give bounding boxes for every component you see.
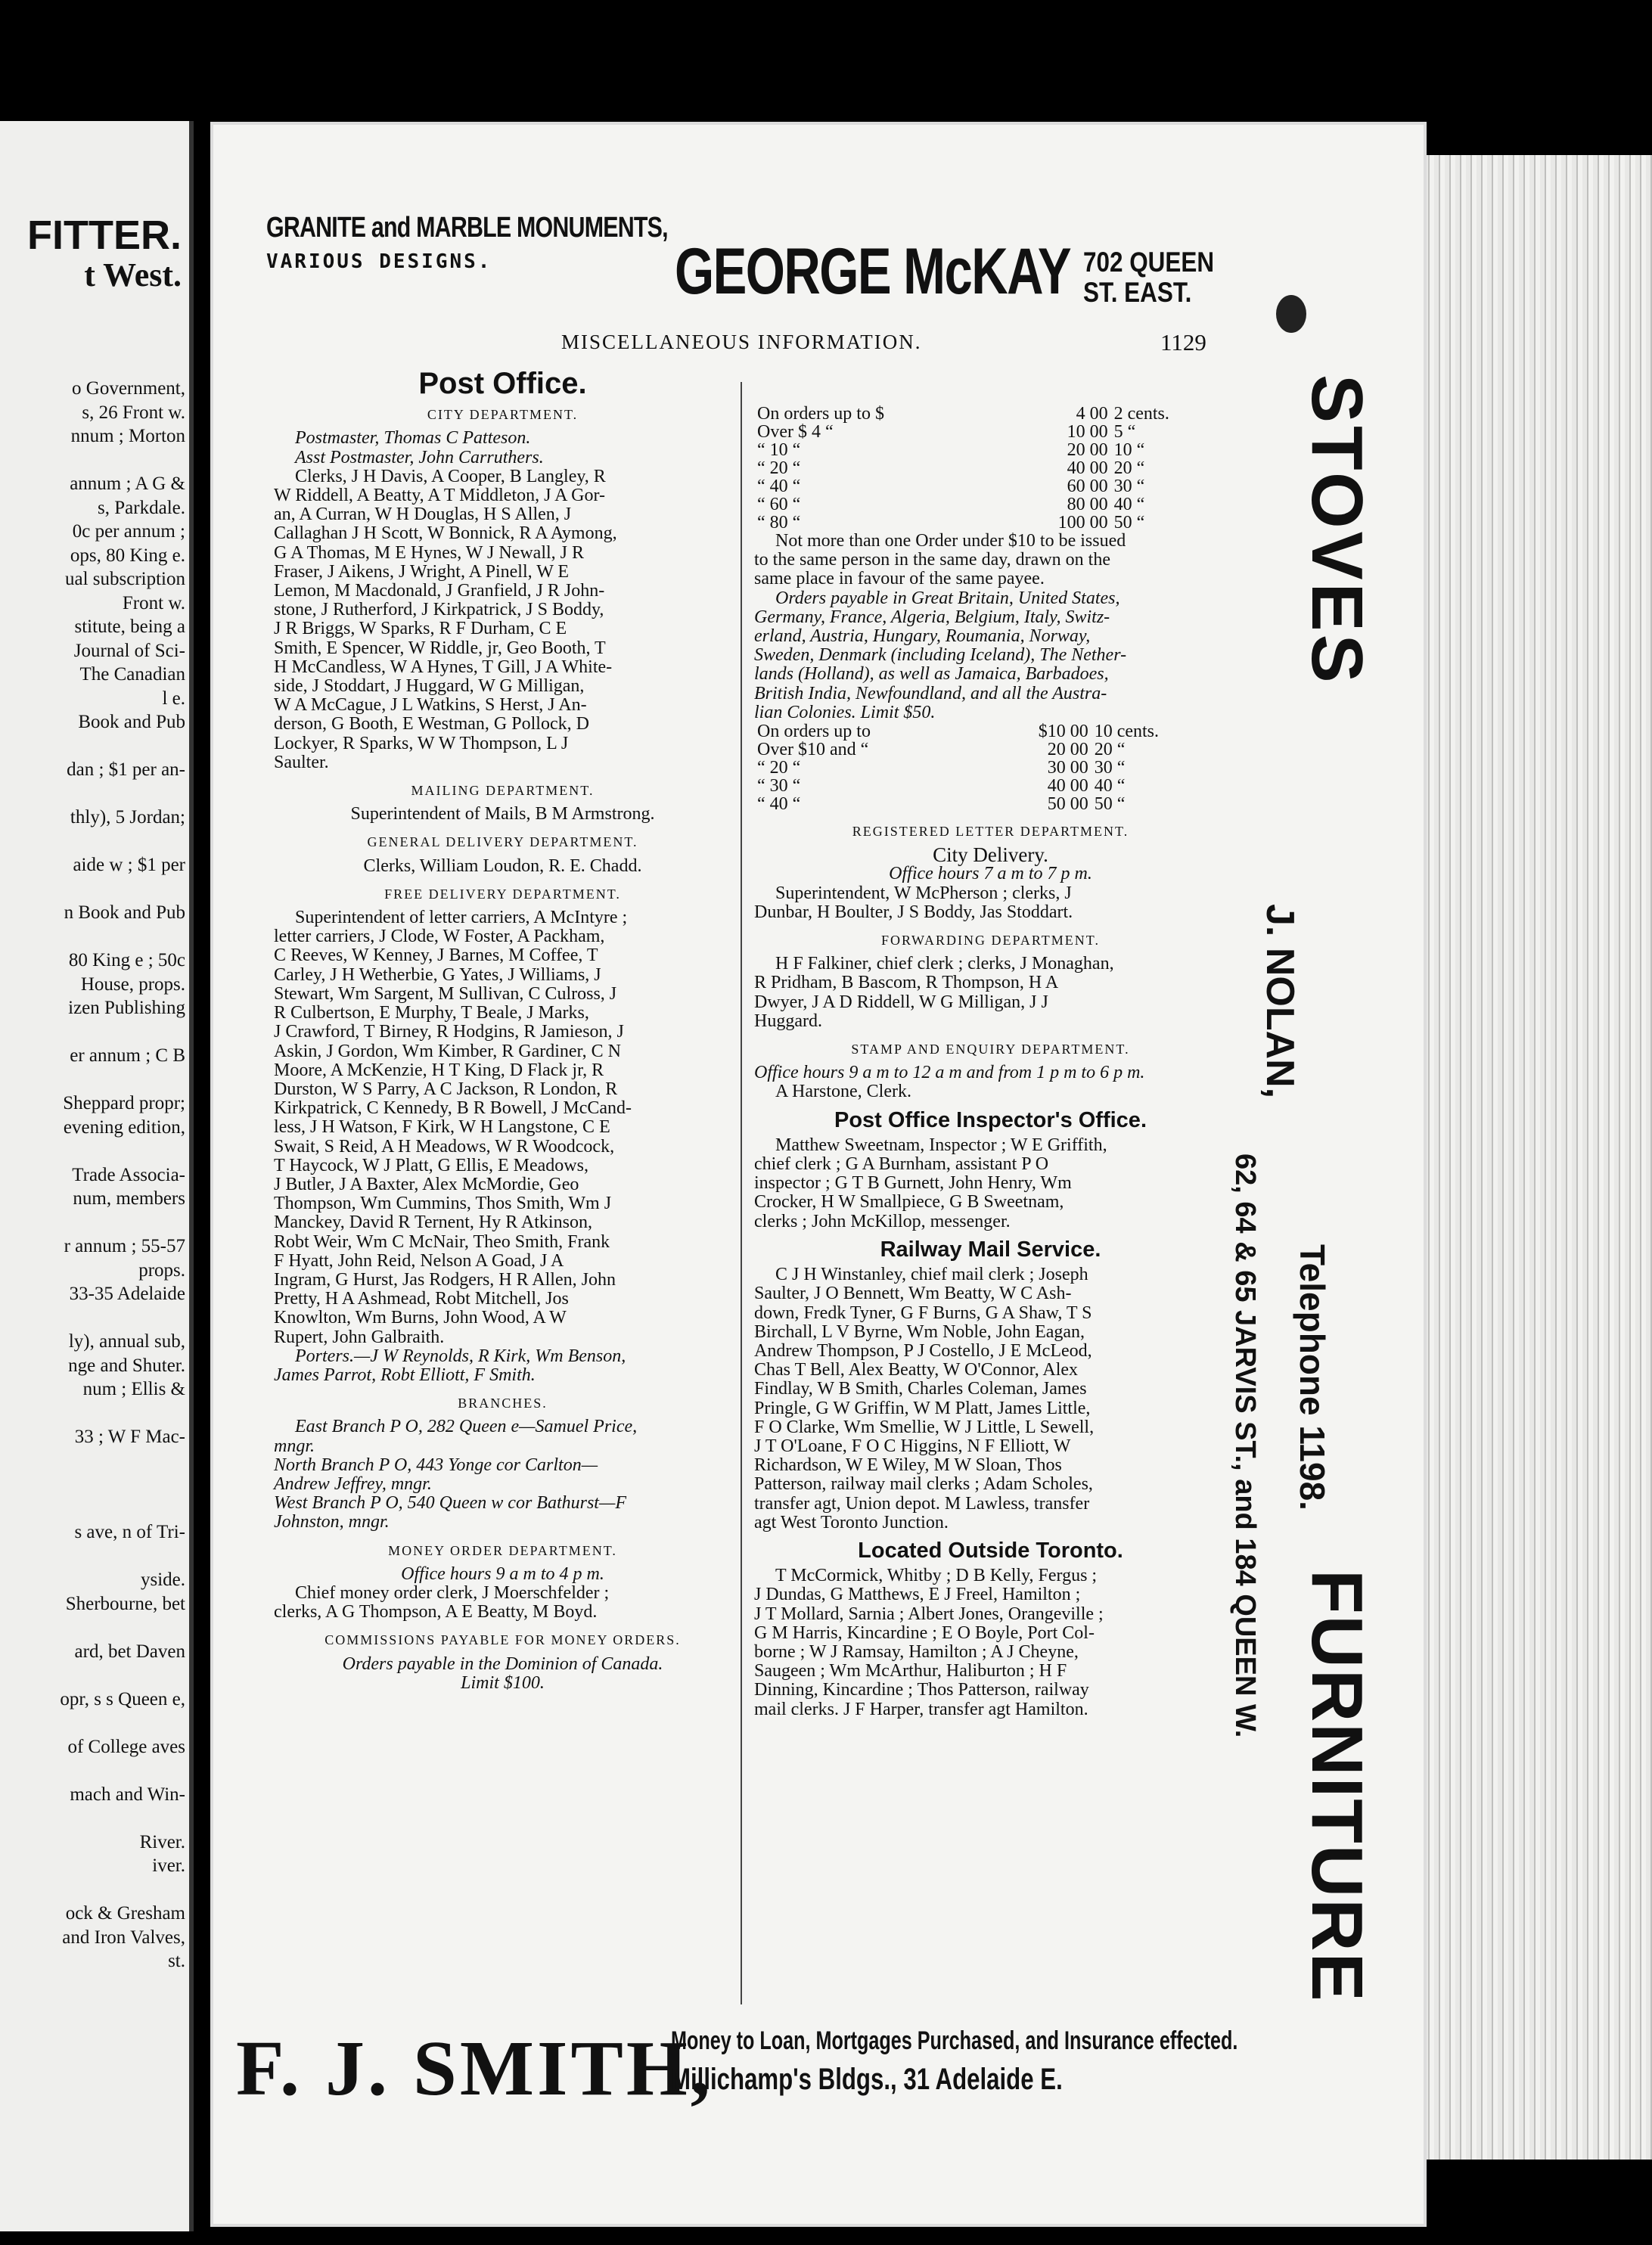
text-line: Callaghan J H Scott, W Bonnick, R A Aymong, xyxy=(274,523,617,544)
mailing-text: Superintendent of Mails, B M Armstrong. xyxy=(350,804,655,824)
left-page-line: evening edition, xyxy=(63,1116,185,1138)
text-line: Saulter, J O Bennett, Wm Beatty, W C Ash- xyxy=(754,1284,1072,1304)
left-page-line: num, members xyxy=(73,1188,185,1209)
postmaster-line: Postmaster, Thomas C Patteson. xyxy=(295,428,531,449)
text-line: Chief money order clerk, J Moerschfelder ; xyxy=(295,1582,610,1603)
text-line: Carley, J H Wetherbie, G Yates, J Williams, J xyxy=(274,964,601,985)
city-dept-heading: CITY DEPARTMENT. xyxy=(427,407,579,423)
rate-cell: 20 “ xyxy=(1113,458,1145,478)
rate-cell: 2 cents. xyxy=(1113,404,1169,424)
left-page-heading: FITTER. xyxy=(27,213,182,258)
left-page-line: 33-35 Adelaide xyxy=(69,1284,185,1304)
outside-heading: Located Outside Toronto. xyxy=(858,1538,1123,1563)
running-head: MISCELLANEOUS INFORMATION. xyxy=(561,331,922,353)
railway-list xyxy=(754,1265,1227,1532)
rate-cell: “ 40 “ xyxy=(757,794,801,815)
left-page-line: dan ; $1 per an- xyxy=(67,759,185,780)
text-line: Stewart, Wm Sargent, M Sullivan, C Culross, J xyxy=(274,983,617,1004)
left-page-line: 80 King e ; 50c xyxy=(68,950,185,970)
rate-cell: 30 “ xyxy=(1113,477,1145,496)
text-line: Dinning, Kincardine ; Thos Patterson, railway xyxy=(754,1680,1089,1700)
rate-row xyxy=(754,459,1227,477)
rate-cell: “ 60 “ xyxy=(757,495,801,514)
left-page-line: Book and Pub xyxy=(78,712,185,732)
branches-heading: BRANCHES. xyxy=(458,1396,548,1411)
text-line: transfer agt, Union depot. M Lawless, transfer xyxy=(754,1493,1090,1514)
side-ad-nolan: J. NOLAN, xyxy=(1258,904,1302,1099)
text-line: James Parrot, Robt Elliott, F Smith. xyxy=(274,1365,536,1385)
text-line: T McCormick, Whitby ; D B Kelly, Fergus ; xyxy=(775,1566,1098,1586)
text-line: Superintendent, W McPherson ; clerks, J xyxy=(775,883,1072,903)
text-line: Smith, E Spencer, W Riddle, jr, Geo Booth, T xyxy=(274,638,606,658)
rate-cell: 60 00 xyxy=(1067,477,1108,496)
text-line: agt West Toronto Junction. xyxy=(754,1512,949,1532)
text-line: Thompson, Wm Cummins, Thos Smith, Wm J xyxy=(274,1194,612,1214)
branches-list xyxy=(274,1417,731,1532)
bottom-ad-line2: Millichamp's Bldgs., 31 Adelaide E. xyxy=(671,2063,1063,2096)
left-page-line: Front w. xyxy=(122,592,185,613)
left-page-line: n Book and Pub xyxy=(64,902,185,923)
text-line: Superintendent of letter carriers, A McIntyre ; xyxy=(295,908,628,928)
rate-row xyxy=(754,795,1227,813)
text-line: Rupert, John Galbraith. xyxy=(274,1327,445,1347)
city-delivery-list xyxy=(754,884,1227,922)
inspector-heading: Post Office Inspector's Office. xyxy=(834,1107,1147,1132)
text-line: East Branch P O, 282 Queen e—Samuel Price, xyxy=(295,1417,638,1437)
outside-list xyxy=(754,1567,1227,1719)
city-delivery-heading: City Delivery. xyxy=(933,843,1048,867)
text-line: Sweden, Denmark (including Iceland), The Nether- xyxy=(754,645,1127,666)
rate-cell: “ 20 “ xyxy=(757,458,801,478)
text-line: Germany, France, Algeria, Belgium, Italy, Switz- xyxy=(754,607,1110,627)
left-page-line: and Iron Valves, xyxy=(62,1927,185,1948)
text-line: Orders payable in Great Britain, United States, xyxy=(775,588,1120,608)
rate-cell: 5 “ xyxy=(1113,422,1136,442)
text-line: down, Fredk Tyner, G F Burns, G A Shaw, T S xyxy=(754,1303,1092,1323)
text-line: inspector ; G T B Gurnett, John Henry, Wm xyxy=(754,1173,1072,1194)
text-line: side, J Stoddart, J Huggard, W G Milligan, xyxy=(274,676,585,697)
side-ad-telephone: Telephone 1198. xyxy=(1293,1244,1332,1511)
forwarding-list xyxy=(754,955,1227,1031)
bottom-ad-line1: Money to Loan, Mortgages Purchased, and Insurance effected. xyxy=(671,2026,1238,2055)
text-line: Lemon, M Macdonald, J Granfield, J R John- xyxy=(274,581,605,601)
rate-cell: 40 “ xyxy=(1094,776,1126,796)
rate-cell: 20 00 xyxy=(1067,440,1108,460)
text-line: chief clerk ; G A Burnham, assistant P O xyxy=(754,1154,1049,1175)
left-page-line: thly), 5 Jordan; xyxy=(70,807,185,828)
text-line: Moore, A McKenzie, H T King, D Flack jr, R xyxy=(274,1060,604,1080)
text-line: Kirkpatrick, C Kennedy, B R Bowell, J McCand- xyxy=(274,1098,632,1119)
left-page-line: Journal of Sci- xyxy=(73,640,185,661)
post-office-title: Post Office. xyxy=(418,367,587,400)
city-delivery-hours: Office hours 7 a m to 7 p m. xyxy=(889,864,1092,884)
left-page-line: nge and Shuter. xyxy=(68,1355,185,1376)
rate-cell: 50 “ xyxy=(1113,513,1145,533)
smith-bottom-ad xyxy=(236,2023,1416,2112)
railway-heading: Railway Mail Service. xyxy=(880,1237,1101,1262)
text-line: Lockyer, R Sparks, W W Thompson, L J xyxy=(274,733,569,753)
text-line: Robt Weir, Wm C McNair, Theo Smith, Frank xyxy=(274,1231,610,1252)
page-edges xyxy=(1424,155,1652,2160)
left-page-line: ock & Gresham xyxy=(65,1903,185,1924)
text-line: lian Colonies. Limit $50. xyxy=(754,702,936,722)
text-line: British India, Newfoundland, and all the Austra- xyxy=(754,683,1107,703)
text-line: C J H Winstanley, chief mail clerk ; Joseph xyxy=(775,1265,1088,1285)
text-line: borne ; W J Ramsay, Hamilton ; A J Cheyne, xyxy=(754,1641,1079,1662)
general-text: Clerks, William Loudon, R. E. Chadd. xyxy=(363,855,642,876)
text-line: J R Briggs, W Sparks, R F Durham, C E xyxy=(274,619,567,639)
left-page-line: r annum ; 55-57 xyxy=(64,1236,185,1256)
ink-blot xyxy=(1276,295,1306,333)
left-page-line: ops, 80 King e. xyxy=(70,545,185,566)
text-line: Fraser, J Aikens, J Wright, A Pinell, W E xyxy=(274,561,570,582)
text-line: letter carriers, J Clode, W Foster, A Packham, xyxy=(274,927,605,947)
left-page-line: s, Parkdale. xyxy=(98,497,185,518)
rate-cell: 40 00 xyxy=(1067,458,1108,478)
left-page-line: ard, bet Daven xyxy=(74,1641,185,1662)
rate-row xyxy=(754,722,1227,741)
column-rule xyxy=(741,382,742,2004)
text-line: stone, J Rutherford, J Kirkpatrick, J S Boddy, xyxy=(274,600,604,620)
rate-row xyxy=(754,514,1227,532)
text-line: G M Harris, Kincardine ; E O Boyle, Port Col- xyxy=(754,1622,1095,1643)
left-page-line: nnum ; Morton xyxy=(70,426,185,446)
text-line: clerks ; John McKillop, messenger. xyxy=(754,1211,1011,1231)
rate-row xyxy=(754,477,1227,495)
text-line: Andrew Jeffrey, mngr. xyxy=(274,1473,432,1494)
rate-cell: 4 00 xyxy=(1076,404,1108,424)
text-line: erland, Austria, Hungary, Roumania, Norway, xyxy=(754,626,1091,647)
left-page-line: 0c per annum ; xyxy=(72,521,185,542)
stamp-heading: STAMP AND ENQUIRY DEPARTMENT. xyxy=(851,1042,1130,1057)
text-line: H McCandless, W A Hynes, T Gill, J A White- xyxy=(274,657,613,677)
left-page-line: ual subscription xyxy=(64,569,185,589)
mailing-dept-heading: MAILING DEPARTMENT. xyxy=(411,783,595,799)
rate-cell: “ 40 “ xyxy=(757,477,801,496)
text-line: Matthew Sweetnam, Inspector ; W E Griffith, xyxy=(775,1135,1107,1155)
text-line: Pretty, H A Ashmead, Robt Mitchell, Jos xyxy=(274,1289,569,1309)
left-page-line: l e. xyxy=(162,688,185,709)
monuments-ad-name: GEORGE McKAY xyxy=(675,235,1071,308)
text-line: Not more than one Order under $10 to be issued xyxy=(775,531,1126,551)
right-column xyxy=(754,405,1227,1719)
monuments-ad-line2: VARIOUS DESIGNS. xyxy=(266,250,492,273)
left-page-line: ly), annual sub, xyxy=(68,1331,185,1352)
left-page-line: stitute, being a xyxy=(74,616,185,637)
text-line: North Branch P O, 443 Yonge cor Carlton— xyxy=(274,1455,598,1475)
text-line: Huggard. xyxy=(754,1011,822,1031)
monuments-ad-address xyxy=(1083,247,1214,308)
text-line: Saugeen ; Wm McArthur, Haliburton ; H F xyxy=(754,1661,1067,1681)
money-order-rates-table xyxy=(754,405,1227,532)
text-line: Swait, S Reid, A H Meadows, W R Woodcock, xyxy=(274,1136,615,1157)
text-line: lands (Holland), as well as Jamaica, Barbadoes, xyxy=(754,664,1109,685)
rate-cell: $10 00 xyxy=(1038,722,1088,742)
commissions-text: Orders payable in the Dominion of Canada. xyxy=(342,1653,663,1674)
rate-cell: “ 80 “ xyxy=(757,513,801,533)
left-page-line: Sherbourne, bet xyxy=(65,1593,185,1614)
text-line: to the same person in the same day, drawn on the xyxy=(754,550,1110,570)
text-line: Manckey, David R Ternent, Hy R Atkinson, xyxy=(274,1213,592,1233)
rate-cell: 20 “ xyxy=(1094,740,1126,760)
text-line: West Branch P O, 540 Queen w cor Bathurst—F xyxy=(274,1493,626,1514)
left-page-line: st. xyxy=(168,1951,185,1971)
rate-row xyxy=(754,495,1227,514)
text-line: F Hyatt, John Reid, Nelson A Goad, J A xyxy=(274,1250,564,1271)
porters-list xyxy=(274,1347,731,1385)
foreign-rates-table xyxy=(754,722,1227,813)
text-line: Askin, J Gordon, Wm Kimber, R Gardiner, C N xyxy=(274,1041,621,1061)
text-line: Porters.—J W Reynolds, R Kirk, Wm Benson, xyxy=(295,1346,626,1366)
registered-heading: REGISTERED LETTER DEPARTMENT. xyxy=(852,824,1129,840)
monuments-ad-address-line1: 702 QUEEN xyxy=(1083,247,1215,278)
rate-cell: 10 00 xyxy=(1067,422,1108,442)
monuments-ad-address-line2: ST. EAST. xyxy=(1083,277,1192,308)
left-page-line: The Canadian xyxy=(79,664,185,685)
rate-cell: Over $ 4 “ xyxy=(757,422,834,442)
monuments-ad xyxy=(266,212,690,273)
rate-cell: On orders up to xyxy=(757,722,871,742)
left-column xyxy=(274,367,731,1693)
left-page-line: Trade Associa- xyxy=(72,1164,185,1185)
left-page-line: num ; Ellis & xyxy=(82,1379,185,1399)
left-page-line: annum ; A G & xyxy=(70,474,185,494)
text-line: F O Clarke, Wm Smellie, W J Little, L Sewell, xyxy=(754,1417,1095,1437)
text-line: J Butler, J A Baxter, Alex McMordie, Geo xyxy=(274,1174,579,1194)
rate-cell: “ 10 “ xyxy=(757,440,801,460)
text-line: Andrew Thompson, P J Costello, J E McLeod, xyxy=(754,1340,1092,1361)
text-line: C Reeves, W Kenney, J Barnes, M Coffee, T xyxy=(274,946,598,966)
text-line: Richardson, W E Wiley, M W Sloan, Thos xyxy=(754,1455,1062,1476)
text-line: Saulter. xyxy=(274,752,329,772)
stamp-text: A Harstone, Clerk. xyxy=(775,1082,911,1102)
rate-cell: “ 20 “ xyxy=(757,758,801,778)
text-line: T Haycock, W J Platt, G Ellis, E Meadows, xyxy=(274,1155,588,1175)
text-line: clerks, A G Thompson, A E Beatty, M Boyd. xyxy=(274,1602,598,1622)
rate-cell: 20 00 xyxy=(1047,740,1088,760)
bottom-ad-name: F. J. SMITH, xyxy=(236,2025,713,2112)
text-line: mail clerks. J F Harper, transfer agt Hamilton. xyxy=(754,1699,1088,1719)
left-page-line: aide w ; $1 per xyxy=(73,855,185,875)
rate-cell: 50 “ xyxy=(1094,794,1126,815)
left-page-subheading: t West. xyxy=(84,256,182,293)
inspector-list xyxy=(754,1136,1227,1231)
left-page-line: s, 26 Front w. xyxy=(82,402,185,423)
rate-cell: 10 cents. xyxy=(1094,722,1160,742)
left-page-line: opr, s s Queen e, xyxy=(60,1688,185,1709)
rate-cell: On orders up to $ xyxy=(757,404,884,424)
rate-row xyxy=(754,423,1227,441)
rate-cell: 50 00 xyxy=(1047,794,1088,815)
rate-cell: 80 00 xyxy=(1067,495,1108,514)
left-page-line: 33 ; W F Mac- xyxy=(74,1427,185,1447)
text-line: Dwyer, J A D Riddell, W G Milligan, J J xyxy=(754,992,1048,1012)
stamp-hours: Office hours 9 a m to 12 a m and from 1 p m to 6 p m. xyxy=(754,1063,1145,1083)
text-line: W Riddell, A Beatty, A T Middleton, J A Gor- xyxy=(274,486,605,506)
directory-page xyxy=(213,125,1424,2224)
text-line: Birchall, L V Byrne, Wm Noble, John Eagan, xyxy=(754,1321,1085,1342)
side-ad-furniture: FURNITURE xyxy=(1296,1570,1377,2003)
text-line: J Dundas, G Matthews, E J Freel, Hamilton ; xyxy=(754,1585,1081,1605)
text-line: Knowlton, Wm Burns, John Wood, A W xyxy=(274,1308,567,1328)
text-line: H F Falkiner, chief clerk ; clerks, J Monaghan, xyxy=(775,954,1114,974)
text-line: R Pridham, B Bascom, R Thompson, H A xyxy=(754,973,1059,993)
rate-row xyxy=(754,405,1227,423)
rate-cell: Over $10 and “ xyxy=(757,740,869,760)
left-page-line: er annum ; C B xyxy=(70,1045,185,1066)
text-line: J T Mollard, Sarnia ; Albert Jones, Orangeville ; xyxy=(754,1604,1104,1624)
text-line: Dunbar, H Boulter, J S Boddy, Jas Stoddart. xyxy=(754,902,1073,922)
left-page-line: izen Publishing xyxy=(68,998,185,1018)
text-line: G A Thomas, M E Hynes, W J Newall, J R xyxy=(274,542,585,563)
side-ad-address: 62, 64 & 65 JARVIS ST., and 184 QUEEN W. xyxy=(1229,1154,1261,1738)
side-ad-stoves: STOVES xyxy=(1296,374,1377,686)
left-page-line: o Government, xyxy=(72,378,185,399)
text-line: Patterson, railway mail clerks ; Adam Scholes, xyxy=(754,1474,1093,1495)
rate-cell: 40 “ xyxy=(1113,495,1145,514)
text-line: Pringle, G W Griffin, W M Platt, James Little, xyxy=(754,1398,1091,1418)
nolan-side-ad xyxy=(1219,374,1386,2023)
text-line: Ingram, G Hurst, Jas Rodgers, H R Allen, John xyxy=(274,1269,616,1290)
rate-row xyxy=(754,777,1227,795)
order-limit-note xyxy=(754,532,1227,589)
text-line: Findlay, W B Smith, Charles Coleman, James xyxy=(754,1379,1087,1399)
left-page-line: iver. xyxy=(152,1855,185,1876)
clerks-list xyxy=(274,467,731,772)
text-line: an, A Curran, W H Douglas, H S Allen, J xyxy=(274,505,572,525)
text-line: J Crawford, T Birney, R Hodgins, R Jamieson, J xyxy=(274,1022,624,1042)
rate-cell: 100 00 xyxy=(1057,513,1108,533)
text-line: R Culbertson, E Murphy, T Beale, J Marks, xyxy=(274,1003,589,1023)
free-dept-heading: FREE DELIVERY DEPARTMENT. xyxy=(384,886,621,902)
text-line: less, J H Watson, F Kirk, W H Langstone, C E xyxy=(274,1117,610,1138)
text-line: derson, G Booth, E Westman, G Pollock, D xyxy=(274,714,589,734)
text-line: W A McCague, J L Watkins, S Herst, J An- xyxy=(274,695,587,716)
rate-cell: “ 30 “ xyxy=(757,776,801,796)
rate-cell: 30 00 xyxy=(1047,758,1088,778)
left-page-line: of College aves xyxy=(67,1736,185,1757)
rate-row xyxy=(754,441,1227,459)
text-line: same place in favour of the same payee. xyxy=(754,569,1045,589)
text-line: Durston, W S Parry, A C Jackson, R London, R xyxy=(274,1079,618,1099)
rate-cell: 40 00 xyxy=(1047,776,1088,796)
money-hours: Office hours 9 a m to 4 p m. xyxy=(401,1563,604,1584)
rate-row xyxy=(754,759,1227,777)
foreign-orders-note xyxy=(754,589,1227,722)
left-page-line: River. xyxy=(139,1831,185,1852)
left-page-line: s ave, n of Tri- xyxy=(74,1522,185,1542)
rate-row xyxy=(754,741,1227,759)
commissions-limit: Limit $100. xyxy=(461,1672,545,1693)
commissions-heading: COMMISSIONS PAYABLE FOR MONEY ORDERS. xyxy=(324,1632,681,1648)
text-line: J T O'Loane, F O C Higgins, N F Elliott, W xyxy=(754,1436,1071,1456)
left-page-line: yside. xyxy=(140,1570,185,1590)
left-page-line: Sheppard propr; xyxy=(63,1093,185,1113)
left-page-line: mach and Win- xyxy=(70,1784,185,1805)
text-line: Crocker, H W Smallpiece, G B Sweetnam, xyxy=(754,1192,1064,1213)
left-page-line: House, props. xyxy=(80,973,185,995)
text-line: Clerks, J H Davis, A Cooper, B Langley, R xyxy=(295,466,606,486)
rate-cell: 10 “ xyxy=(1113,440,1145,460)
text-line: Chas T Bell, Alex Beatty, W O'Connor, Alex xyxy=(754,1360,1079,1380)
rate-cell: 30 “ xyxy=(1094,758,1126,778)
money-order-list xyxy=(274,1584,731,1622)
forwarding-heading: FORWARDING DEPARTMENT. xyxy=(881,933,1100,949)
general-dept-heading: GENERAL DELIVERY DEPARTMENT. xyxy=(367,834,638,850)
left-page-line: props. xyxy=(138,1259,185,1281)
money-dept-heading: MONEY ORDER DEPARTMENT. xyxy=(388,1542,617,1558)
free-delivery-list xyxy=(274,908,731,1347)
text-line: mngr. xyxy=(274,1436,315,1456)
page-number: 1129 xyxy=(1160,329,1206,356)
monuments-ad-line1: GRANITE and MARBLE MONUMENTS, xyxy=(266,212,668,244)
left-page-fragment xyxy=(0,121,194,2231)
text-line: Johnston, mngr. xyxy=(274,1512,390,1532)
asst-postmaster-line: Asst Postmaster, John Carruthers. xyxy=(295,447,544,467)
